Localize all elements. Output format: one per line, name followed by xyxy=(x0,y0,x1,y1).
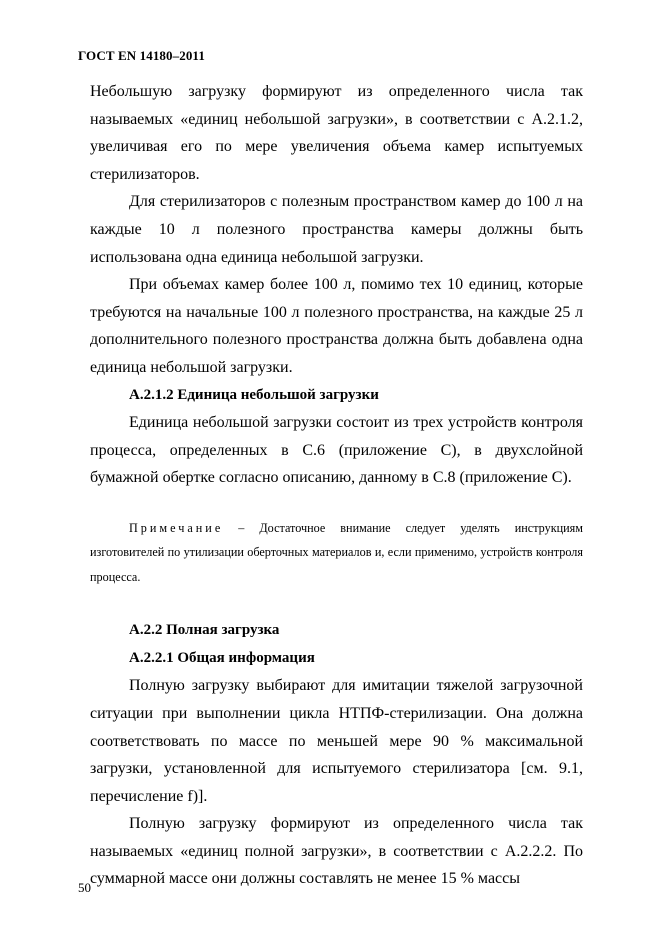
note-label: Примечание xyxy=(129,520,224,535)
paragraph-over-100l: При объемах камер более 100 л, помимо тех 10 единиц, которые требуются на начальные 100 л полезного пространства, на каждые 25 л дополнительного полезного пространства должна быть добавлена одна единица небольшой загрузки. xyxy=(90,276,583,376)
section-heading-a2-1-2: А.2.1.2 Единица небольшой загрузки xyxy=(129,386,379,403)
document-body xyxy=(90,78,583,893)
paragraph-small-load-formation: Небольшую загрузку формируют из определенного числа так называемых «единиц небольшой загрузки», в соответствии с А.2.1.2, увеличивая его по мере увеличения объема камер испытуемых стерилизаторов. xyxy=(90,83,583,183)
spacer xyxy=(90,589,583,617)
section-heading-a2-2-1: А.2.2.1 Общая информация xyxy=(129,649,315,666)
paragraph-full-load-formation: Полную загрузку формируют из определенного числа так называемых «единиц полной загрузки», в соответствии с А.2.2.2. По суммарной массе они должны составлять не менее 15 % массы xyxy=(90,815,583,888)
note-block xyxy=(90,516,583,589)
note-text: – Достаточное внимание следует уделять инструкциям изготовителей по утилизации оберточных материалов и, если применимо, устройств контроля процесса. xyxy=(90,520,583,584)
paragraph-small-load-unit: Единица небольшой загрузки состоит из трех устройств контроля процесса, определенных в С.6 (приложение С), в двухслойной бумажной обертке согласно описанию, данному в С.8 (приложение С). xyxy=(90,414,583,487)
paragraph-full-load-purpose: Полную загрузку выбирают для имитации тяжелой загрузочной ситуации при выполнении цикла НТПФ-стерилизации. Она должна соответствовать по массе по меньшей мере 90 % максимальной загрузки, установленной для испытуемого стерилизатора [см. 9.1, перечисление f)]. xyxy=(90,677,583,805)
document-header: ГОСТ EN 14180–2011 xyxy=(78,48,205,63)
section-heading-a2-2: А.2.2 Полная загрузка xyxy=(129,622,280,639)
paragraph-up-to-100l: Для стерилизаторов с полезным пространством камер до 100 л на каждые 10 л полезного пространства камеры должны быть использована одна единица небольшой загрузки. xyxy=(90,193,583,266)
page-number: 50 xyxy=(78,880,91,895)
